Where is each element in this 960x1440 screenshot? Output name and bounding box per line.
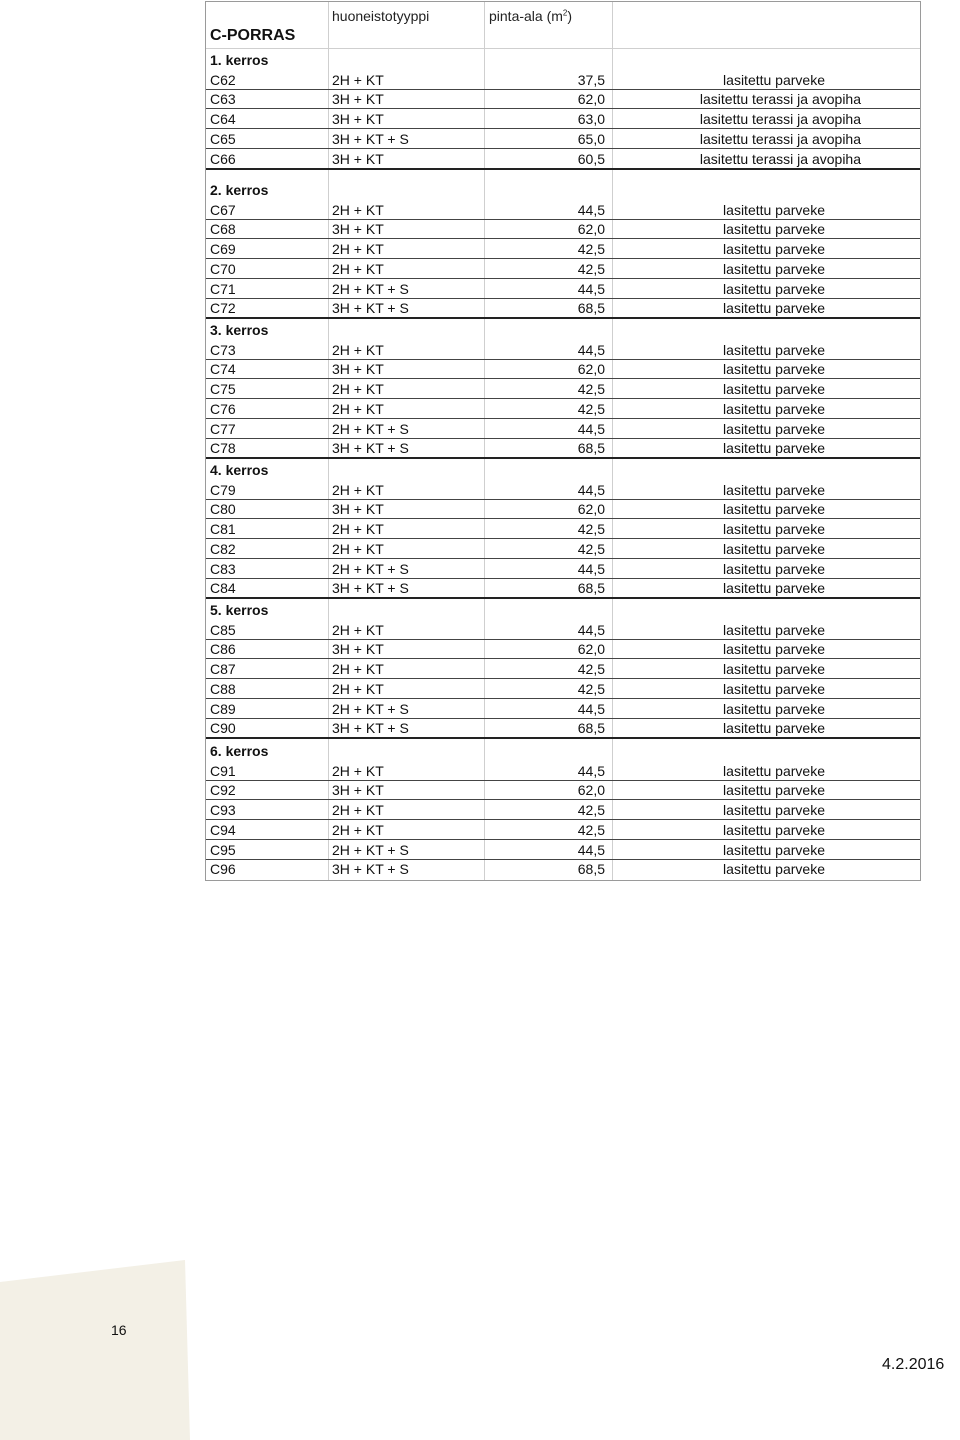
unit-type: 2H + KT — [332, 661, 384, 678]
unit-balcony: lasitettu terassi ja avopiha — [699, 91, 861, 108]
unit-type: 2H + KT — [332, 481, 384, 498]
table-row — [206, 840, 920, 860]
unit-area: 62,0 — [577, 91, 605, 108]
unit-type: 3H + KT — [332, 111, 384, 128]
unit-balcony: lasitettu parveke — [723, 580, 825, 597]
floor-label: 1. kerros — [210, 52, 269, 68]
unit-id: C78 — [210, 440, 236, 457]
unit-id: C90 — [210, 720, 236, 737]
header-type: huoneistotyyppi — [332, 8, 430, 24]
table-row — [206, 559, 920, 579]
floor-header-row — [206, 180, 920, 199]
table-row — [206, 718, 920, 739]
table-row — [206, 820, 920, 840]
unit-balcony: lasitettu parveke — [723, 440, 825, 457]
unit-id: C94 — [210, 821, 236, 838]
table-row — [206, 279, 920, 299]
unit-area: 62,0 — [577, 361, 605, 378]
table-row — [206, 89, 920, 109]
floor-label: 3. kerros — [210, 322, 269, 338]
unit-id: C68 — [210, 221, 236, 238]
unit-type: 3H + KT + S — [332, 300, 409, 317]
unit-area: 62,0 — [577, 641, 605, 658]
unit-area: 68,5 — [577, 300, 605, 317]
unit-type: 3H + KT — [332, 221, 384, 238]
unit-balcony: lasitettu parveke — [723, 540, 825, 557]
unit-area: 42,5 — [577, 521, 605, 538]
unit-id: C95 — [210, 841, 236, 858]
unit-type: 2H + KT — [332, 241, 384, 258]
floor-header-row — [206, 741, 920, 760]
unit-id: C69 — [210, 241, 236, 258]
floor-header-row — [206, 320, 920, 339]
unit-type: 2H + KT — [332, 201, 384, 218]
unit-area: 63,0 — [577, 111, 605, 128]
table-row — [206, 519, 920, 539]
header-area-superscript: 2 — [562, 8, 568, 18]
unit-type: 3H + KT — [332, 782, 384, 799]
unit-id: C86 — [210, 641, 236, 658]
unit-balcony: lasitettu parveke — [723, 201, 825, 218]
unit-type: 2H + KT — [332, 802, 384, 819]
unit-id: C80 — [210, 501, 236, 518]
floor-header-row — [206, 50, 920, 69]
unit-balcony: lasitettu parveke — [723, 700, 825, 717]
unit-area: 42,5 — [577, 241, 605, 258]
unit-id: C71 — [210, 280, 236, 297]
unit-type: 3H + KT + S — [332, 580, 409, 597]
unit-area: 44,5 — [577, 621, 605, 638]
table-row — [206, 399, 920, 419]
table-row — [206, 239, 920, 259]
unit-balcony: lasitettu parveke — [723, 841, 825, 858]
unit-type: 3H + KT + S — [332, 130, 409, 147]
unit-area: 60,5 — [577, 150, 605, 167]
unit-balcony: lasitettu parveke — [723, 420, 825, 437]
unit-balcony: lasitettu parveke — [723, 361, 825, 378]
unit-balcony: lasitettu parveke — [723, 300, 825, 317]
unit-balcony: lasitettu parveke — [723, 481, 825, 498]
unit-area: 44,5 — [577, 201, 605, 218]
unit-area: 68,5 — [577, 580, 605, 597]
unit-id: C81 — [210, 521, 236, 538]
unit-area: 68,5 — [577, 720, 605, 737]
stair-title: C-PORRAS — [210, 27, 296, 44]
unit-id: C70 — [210, 260, 236, 277]
table-row — [206, 639, 920, 659]
unit-balcony: lasitettu parveke — [723, 381, 825, 398]
unit-type: 2H + KT — [332, 341, 384, 358]
unit-id: C76 — [210, 400, 236, 417]
unit-id: C77 — [210, 420, 236, 437]
unit-type: 3H + KT + S — [332, 440, 409, 457]
unit-id: C87 — [210, 661, 236, 678]
unit-type: 3H + KT — [332, 361, 384, 378]
unit-balcony: lasitettu parveke — [723, 221, 825, 238]
floor-label: 2. kerros — [210, 182, 269, 198]
unit-balcony: lasitettu parveke — [723, 560, 825, 577]
unit-balcony: lasitettu parveke — [723, 782, 825, 799]
unit-type: 3H + KT + S — [332, 861, 409, 878]
table-row — [206, 129, 920, 149]
unit-id: C67 — [210, 201, 236, 218]
unit-area: 42,5 — [577, 260, 605, 277]
unit-type: 2H + KT — [332, 381, 384, 398]
table-row — [206, 679, 920, 699]
unit-area: 42,5 — [577, 661, 605, 678]
unit-type: 2H + KT — [332, 762, 384, 779]
unit-type: 2H + KT + S — [332, 841, 409, 858]
unit-balcony: lasitettu parveke — [723, 762, 825, 779]
unit-balcony: lasitettu parveke — [723, 341, 825, 358]
unit-balcony: lasitettu parveke — [723, 641, 825, 658]
table-row — [206, 800, 920, 820]
apartment-table — [205, 1, 921, 881]
table-row — [206, 219, 920, 239]
unit-type: 2H + KT + S — [332, 420, 409, 437]
unit-area: 44,5 — [577, 420, 605, 437]
unit-area: 68,5 — [577, 861, 605, 878]
unit-balcony: lasitettu terassi ja avopiha — [699, 150, 861, 167]
unit-area: 44,5 — [577, 841, 605, 858]
unit-area: 42,5 — [577, 540, 605, 557]
corner-shape — [0, 1260, 190, 1440]
unit-area: 42,5 — [577, 821, 605, 838]
unit-balcony: lasitettu parveke — [723, 661, 825, 678]
unit-area: 44,5 — [577, 481, 605, 498]
unit-id: C93 — [210, 802, 236, 819]
unit-area: 62,0 — [577, 782, 605, 799]
unit-id: C84 — [210, 580, 236, 597]
table-row — [206, 578, 920, 599]
floor-label: 4. kerros — [210, 462, 269, 478]
header-area — [489, 8, 572, 24]
unit-type: 2H + KT — [332, 260, 384, 277]
table-row — [206, 620, 920, 640]
unit-type: 3H + KT — [332, 501, 384, 518]
table-row — [206, 761, 920, 781]
unit-area: 42,5 — [577, 381, 605, 398]
unit-id: C96 — [210, 861, 236, 878]
unit-balcony: lasitettu parveke — [723, 821, 825, 838]
unit-type: 2H + KT — [332, 680, 384, 697]
unit-type: 3H + KT — [332, 91, 384, 108]
unit-id: C79 — [210, 481, 236, 498]
unit-area: 42,5 — [577, 680, 605, 697]
unit-area: 42,5 — [577, 400, 605, 417]
unit-id: C74 — [210, 361, 236, 378]
table-row — [206, 539, 920, 559]
table-row — [206, 149, 920, 170]
table-row — [206, 259, 920, 279]
table-row — [206, 359, 920, 379]
header-area-label: pinta-ala (m — [489, 8, 563, 24]
unit-area: 44,5 — [577, 700, 605, 717]
unit-type: 3H + KT + S — [332, 720, 409, 737]
unit-id: C62 — [210, 71, 236, 88]
unit-id: C92 — [210, 782, 236, 799]
unit-type: 2H + KT — [332, 400, 384, 417]
unit-balcony: lasitettu parveke — [723, 400, 825, 417]
unit-type: 2H + KT — [332, 71, 384, 88]
unit-type: 2H + KT — [332, 540, 384, 557]
unit-id: C88 — [210, 680, 236, 697]
table-row — [206, 70, 920, 90]
table-row — [206, 480, 920, 500]
floor-header-row — [206, 460, 920, 479]
unit-type: 2H + KT + S — [332, 560, 409, 577]
unit-area: 62,0 — [577, 501, 605, 518]
floor-label: 5. kerros — [210, 602, 269, 618]
unit-id: C82 — [210, 540, 236, 557]
unit-type: 2H + KT + S — [332, 280, 409, 297]
unit-balcony: lasitettu parveke — [723, 241, 825, 258]
unit-area: 44,5 — [577, 280, 605, 297]
unit-type: 3H + KT — [332, 150, 384, 167]
table-row — [206, 109, 920, 129]
unit-balcony: lasitettu terassi ja avopiha — [699, 111, 861, 128]
unit-area: 37,5 — [577, 71, 605, 88]
table-row — [206, 340, 920, 360]
floor-header-row — [206, 600, 920, 619]
unit-balcony: lasitettu parveke — [723, 680, 825, 697]
unit-area: 42,5 — [577, 802, 605, 819]
unit-id: C65 — [210, 130, 236, 147]
floor-label: 6. kerros — [210, 743, 269, 759]
unit-balcony: lasitettu terassi ja avopiha — [699, 130, 861, 147]
unit-balcony: lasitettu parveke — [723, 501, 825, 518]
unit-balcony: lasitettu parveke — [723, 621, 825, 638]
unit-type: 2H + KT — [332, 521, 384, 538]
unit-balcony: lasitettu parveke — [723, 861, 825, 878]
unit-area: 44,5 — [577, 341, 605, 358]
unit-type: 2H + KT — [332, 821, 384, 838]
table-row — [206, 419, 920, 439]
unit-id: C85 — [210, 621, 236, 638]
unit-balcony: lasitettu parveke — [723, 71, 825, 88]
unit-id: C72 — [210, 300, 236, 317]
corner-decoration — [0, 1260, 190, 1440]
unit-area: 68,5 — [577, 440, 605, 457]
header-area-close: ) — [567, 8, 573, 24]
title-row — [206, 26, 920, 49]
table-row — [206, 659, 920, 679]
unit-id: C89 — [210, 700, 236, 717]
unit-balcony: lasitettu parveke — [723, 280, 825, 297]
unit-id: C66 — [210, 150, 236, 167]
table-row — [206, 780, 920, 800]
unit-balcony: lasitettu parveke — [723, 720, 825, 737]
table-row — [206, 499, 920, 519]
table-row — [206, 699, 920, 719]
unit-area: 44,5 — [577, 560, 605, 577]
unit-area: 44,5 — [577, 762, 605, 779]
unit-id: C73 — [210, 341, 236, 358]
page-date: 4.2.2016 — [882, 1356, 945, 1373]
table-row — [206, 859, 920, 878]
unit-balcony: lasitettu parveke — [723, 802, 825, 819]
table-row — [206, 298, 920, 319]
unit-type: 2H + KT — [332, 621, 384, 638]
unit-id: C75 — [210, 381, 236, 398]
unit-type: 3H + KT — [332, 641, 384, 658]
unit-id: C91 — [210, 762, 236, 779]
page-number: 16 — [111, 1322, 127, 1338]
unit-id: C83 — [210, 560, 236, 577]
unit-area: 62,0 — [577, 221, 605, 238]
table-row — [206, 438, 920, 459]
unit-balcony: lasitettu parveke — [723, 521, 825, 538]
unit-id: C64 — [210, 111, 236, 128]
unit-area: 65,0 — [577, 130, 605, 147]
unit-id: C63 — [210, 91, 236, 108]
unit-type: 2H + KT + S — [332, 700, 409, 717]
table-row — [206, 200, 920, 220]
unit-balcony: lasitettu parveke — [723, 260, 825, 277]
table-row — [206, 379, 920, 399]
